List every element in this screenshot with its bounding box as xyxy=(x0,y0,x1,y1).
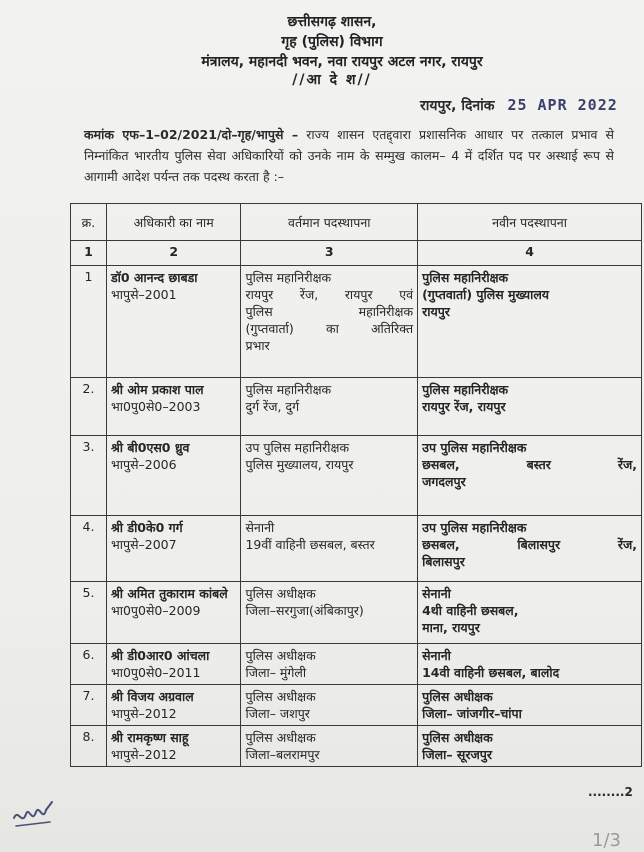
col-num: 1 xyxy=(71,241,107,266)
officer-service: भापुसे–2001 xyxy=(110,287,177,302)
officer-service: भापुसे–2012 xyxy=(110,706,177,721)
new-line: सेनानी xyxy=(422,648,451,663)
officer-cell xyxy=(106,644,241,685)
current-line: पुलिस अधीक्षक xyxy=(245,730,316,745)
table-row xyxy=(71,582,642,644)
order-title: //आ दे श// xyxy=(292,72,372,88)
new-line: 4थी वाहिनी छसबल, xyxy=(422,603,519,618)
current-line: जिला–बलरामपुर xyxy=(245,747,320,762)
current-posting-cell xyxy=(241,436,418,516)
current-line: सेनानी xyxy=(245,520,275,535)
current-line: पुलिस मुख्यालय, रायपुर xyxy=(245,457,354,472)
officer-name: डॉ0 आनन्द छाबडा xyxy=(110,270,198,285)
new-line: बिलासपुर xyxy=(422,554,465,569)
new-posting-cell xyxy=(418,685,642,726)
govt-name: छत्तीसगढ़ शासन, xyxy=(287,14,377,30)
officer-cell xyxy=(106,582,241,644)
col-num: 4 xyxy=(418,241,642,266)
continued-marker: ........2 xyxy=(588,785,633,799)
table-header-row xyxy=(71,204,642,241)
row-sn: 4. xyxy=(71,516,107,582)
officer-cell xyxy=(106,266,241,378)
officer-name: श्री रामकृष्ण साहू xyxy=(110,730,189,745)
current-line: 19वीं वाहिनी छसबल, बस्तर xyxy=(245,537,375,552)
row-sn: 1 xyxy=(71,266,107,378)
current-line: (गुप्तवार्ता) का अतिरिक्त xyxy=(245,321,414,336)
officer-name: श्री विजय अग्रवाल xyxy=(110,689,194,704)
new-posting-cell xyxy=(418,644,642,685)
table-row xyxy=(71,685,642,726)
new-line: सेनानी xyxy=(422,586,451,601)
officer-cell xyxy=(106,378,241,436)
officer-cell xyxy=(106,516,241,582)
current-posting-cell xyxy=(241,516,418,582)
new-line: छसबल, बिलासपुर रेंज, xyxy=(422,537,637,552)
date-stamp: 25 APR 2022 xyxy=(507,96,618,114)
new-line: माना, रायपुर xyxy=(422,620,480,635)
table-row xyxy=(71,378,642,436)
new-line: रायपुर रेंज, रायपुर xyxy=(422,399,506,414)
officer-service: भापुसे–2012 xyxy=(110,747,177,762)
new-line: 14वी वाहिनी छसबल, बालोद xyxy=(422,665,560,680)
col-num: 2 xyxy=(106,241,241,266)
date-label: रायपुर, दिनांक xyxy=(420,98,495,114)
officer-name: श्री ओम प्रकाश पाल xyxy=(110,382,204,397)
current-line: प्रभार xyxy=(245,338,270,353)
current-line: पुलिस अधीक्षक xyxy=(245,648,316,663)
handwritten-initials xyxy=(10,796,60,830)
table-row xyxy=(71,516,642,582)
new-line: छसबल, बस्तर रेंज, xyxy=(422,457,637,472)
officer-cell xyxy=(106,685,241,726)
table-row xyxy=(71,436,642,516)
new-line: जिला– सूरजपुर xyxy=(422,747,492,762)
current-line: उप पुलिस महानिरीक्षक xyxy=(245,440,350,455)
current-posting-cell xyxy=(241,685,418,726)
column-number-row xyxy=(71,241,642,266)
row-sn: 8. xyxy=(71,726,107,767)
new-line: उप पुलिस महानिरीक्षक xyxy=(422,520,527,535)
new-line: पुलिस महानिरीक्षक xyxy=(422,382,509,397)
department-name: गृह (पुलिस) विभाग xyxy=(281,34,383,50)
officer-service: भा0पु0से0–2003 xyxy=(110,399,201,414)
new-posting-cell xyxy=(418,266,642,378)
current-line: पुलिस अधीक्षक xyxy=(245,586,316,601)
header-officer: अधिकारी का नाम xyxy=(106,204,241,241)
current-line: जिला– जशपुर xyxy=(245,706,310,721)
current-posting-cell xyxy=(241,726,418,767)
row-sn: 7. xyxy=(71,685,107,726)
new-line: उप पुलिस महानिरीक्षक xyxy=(422,440,527,455)
new-line: जिला– जांजगीर–चांपा xyxy=(422,706,522,721)
current-posting-cell xyxy=(241,378,418,436)
current-posting-cell xyxy=(241,266,418,378)
officer-name: श्री डी0आर0 आंचला xyxy=(110,648,210,663)
new-posting-cell xyxy=(418,378,642,436)
current-line: दुर्ग रेंज, दुर्ग xyxy=(245,399,300,414)
new-line: जगदलपुर xyxy=(422,474,466,489)
current-line: पुलिस महानिरीक्षक xyxy=(245,270,332,285)
officer-name: श्री डी0के0 गर्ग xyxy=(110,520,183,535)
row-sn: 3. xyxy=(71,436,107,516)
table-row xyxy=(71,266,642,378)
new-posting-cell xyxy=(418,582,642,644)
officer-service: भा0पु0से0–2009 xyxy=(110,603,201,618)
col-num: 3 xyxy=(241,241,418,266)
page-indicator: 1/3 xyxy=(592,830,621,851)
officer-name: श्री अमित तुकाराम कांबले xyxy=(110,586,228,601)
new-line: पुलिस महानिरीक्षक xyxy=(422,270,509,285)
new-posting-cell xyxy=(418,516,642,582)
table-row xyxy=(71,726,642,767)
new-line: रायपुर xyxy=(422,304,450,319)
current-line: पुलिस महानिरीक्षक xyxy=(245,304,414,319)
row-sn: 5. xyxy=(71,582,107,644)
office-address: मंत्रालय, महानदी भवन, नवा रायपुर अटल नगर, रायपुर xyxy=(201,54,483,70)
new-line: पुलिस अधीक्षक xyxy=(422,730,493,745)
officer-cell xyxy=(106,436,241,516)
order-reference: कमांक एफ–1–02/2021/दो–गृह/भापुसे – xyxy=(84,127,299,142)
officer-cell xyxy=(106,726,241,767)
header-sn: क्र. xyxy=(71,204,107,241)
row-sn: 2. xyxy=(71,378,107,436)
officer-service: भापुसे–2007 xyxy=(110,537,177,552)
new-line: पुलिस अधीक्षक xyxy=(422,689,493,704)
new-posting-cell xyxy=(418,436,642,516)
officer-name: श्री बी0एस0 ध्रुव xyxy=(110,440,190,455)
table-row xyxy=(71,644,642,685)
date-line xyxy=(420,96,618,115)
current-line: पुलिस महानिरीक्षक xyxy=(245,382,332,397)
header-new-posting: नवीन पदस्थापना xyxy=(418,204,642,241)
current-posting-cell xyxy=(241,582,418,644)
order-body xyxy=(84,124,614,187)
current-line: पुलिस अधीक्षक xyxy=(245,689,316,704)
officer-service: भापुसे–2006 xyxy=(110,457,177,472)
current-line: रायपुर रेंज, रायपुर एवं xyxy=(245,287,414,302)
officer-service: भा0पु0से0–2011 xyxy=(110,665,201,680)
current-line: जिला– मुंगेली xyxy=(245,665,307,680)
header-current-posting: वर्तमान पदस्थापना xyxy=(241,204,418,241)
order-text: राज्य शासन एतद्द्वारा प्रशासनिक आधार पर तत्काल प्रभाव से निम्नांकित भारतीय पुलिस सेवा अधिकारियों को उनके नाम के सम्मुख कालम– 4 में दर्शित पद पर अस्थाई रूप से आगामी आदेश पर्यन्त तक पदस्थ करता है :– xyxy=(84,127,615,184)
current-line: जिला–सरगुजा(अंबिकापुर) xyxy=(245,603,364,618)
row-sn: 6. xyxy=(71,644,107,685)
new-line: (गुप्तवार्ता) पुलिस मुख्यालय xyxy=(422,287,550,302)
current-posting-cell xyxy=(241,644,418,685)
new-posting-cell xyxy=(418,726,642,767)
posting-table xyxy=(70,203,642,767)
